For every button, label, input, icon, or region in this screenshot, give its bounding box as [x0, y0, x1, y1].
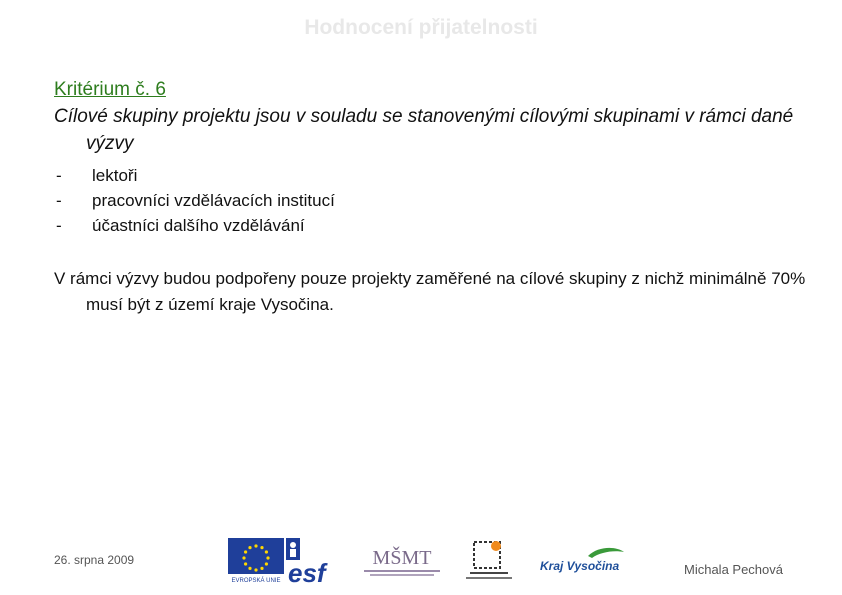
target-group-list	[54, 163, 814, 238]
note-paragraph: V rámci výzvy budou podpořeny pouze projekty zaměřené na cílové skupiny z nichž minimálně 70% musí být z území kraje Vysočina.	[54, 269, 806, 314]
list-item-text: lektoři	[92, 166, 138, 185]
kraj-vysocina-logo	[538, 544, 626, 574]
lead-text: Cílové skupiny projektu jsou v souladu se stanovenými cílovými skupinami v rámci dané výzvy	[54, 106, 794, 154]
op-vk-logo	[460, 538, 518, 584]
list-item	[54, 188, 814, 213]
msmt-mark: MŠMT	[372, 547, 432, 569]
list-item-text: účastníci dalšího vzdělávání	[92, 216, 305, 235]
slide-content	[54, 76, 814, 318]
footer-author: Michala Pechová	[684, 562, 783, 577]
footer-date: 26. srpna 2009	[54, 553, 135, 567]
kriterium-heading: Kritérium č. 6	[54, 79, 166, 100]
kraj-mark: Kraj Vysočina	[540, 559, 620, 573]
dash-bullet: -	[56, 191, 62, 210]
dash-bullet: -	[56, 166, 62, 185]
slide-title: Hodnocení přijatelnosti	[304, 16, 538, 39]
esf-mark: esf	[288, 558, 326, 584]
partner-logos	[228, 534, 628, 586]
eu-caption: EVROPSKÁ UNIE	[231, 578, 281, 584]
list-item-text: pracovníci vzdělávacích institucí	[92, 191, 335, 210]
list-item	[54, 213, 814, 238]
eu-flag-logo	[228, 538, 284, 584]
msmt-logo	[360, 536, 444, 582]
list-item	[54, 163, 814, 188]
esf-logo	[286, 538, 336, 584]
dash-bullet: -	[56, 216, 62, 235]
